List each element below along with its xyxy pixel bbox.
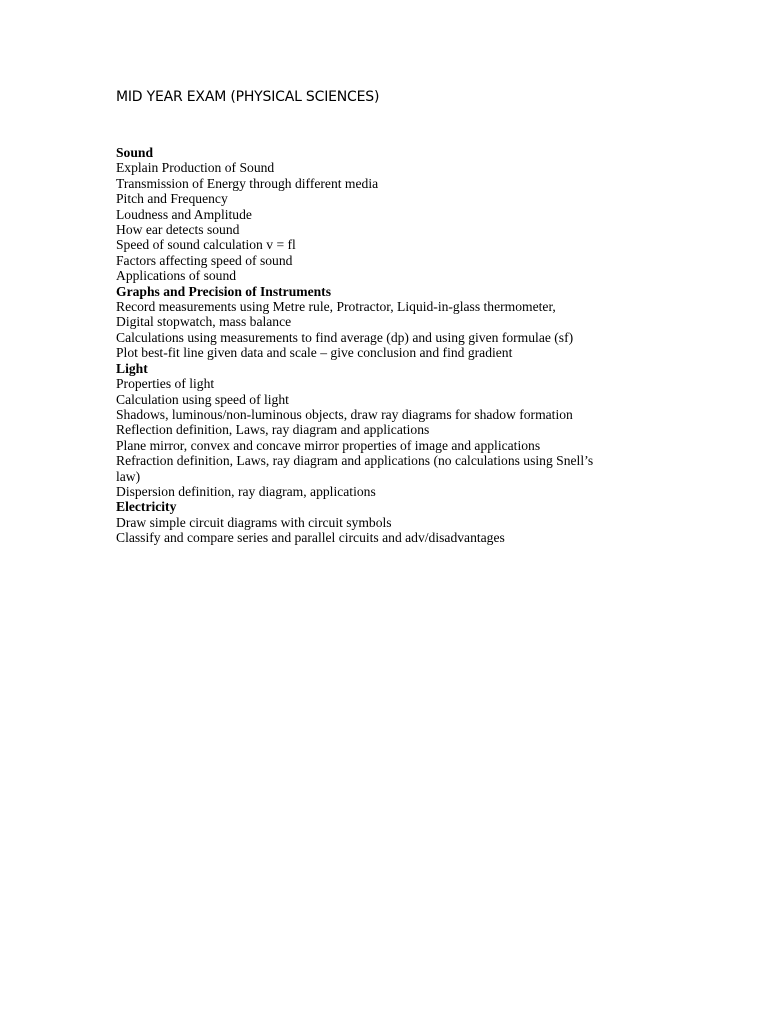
syllabus-content: [116, 145, 596, 546]
list-item: Shadows, luminous/non-luminous objects, draw ray diagrams for shadow formation: [116, 406, 573, 422]
list-item: Refraction definition, Laws, ray diagram and applications (no calculations using Snell’s law): [116, 453, 594, 484]
list-item: Applications of sound: [116, 268, 237, 284]
topic-list: [116, 376, 596, 499]
list-item: Reflection definition, Laws, ray diagram and applications: [116, 422, 430, 438]
list-item: Factors affecting speed of sound: [116, 252, 293, 268]
section-heading: Light: [116, 360, 148, 376]
section-heading: Sound: [116, 145, 154, 160]
topic-list: [116, 299, 596, 361]
section-heading: Graphs and Precision of Instruments: [116, 283, 332, 299]
topic-list: [116, 515, 596, 546]
list-item: Calculations using measurements to find average (dp) and using given formulae (sf): [116, 329, 574, 345]
list-item: Plane mirror, convex and concave mirror properties of image and applications: [116, 437, 541, 453]
section-graphs-and-precision: [116, 284, 596, 361]
list-item: Draw simple circuit diagrams with circuit symbols: [116, 514, 392, 530]
list-item: Speed of sound calculation v = fl: [116, 237, 296, 253]
list-item: How ear detects sound: [116, 222, 240, 238]
list-item: Explain Production of Sound: [116, 160, 275, 176]
section-electricity: [116, 499, 596, 545]
document-title: MID YEAR EXAM (PHYSICAL SCIENCES): [116, 89, 380, 105]
section-light: [116, 361, 596, 500]
list-item: Dispersion definition, ray diagram, applications: [116, 483, 376, 499]
list-item: Transmission of Energy through different media: [116, 175, 379, 191]
list-item: Loudness and Amplitude: [116, 206, 252, 222]
list-item: Classify and compare series and parallel circuits and adv/disadvantages: [116, 530, 505, 546]
list-item: Calculation using speed of light: [116, 391, 289, 407]
list-item: Properties of light: [116, 376, 215, 392]
topic-list: [116, 160, 596, 283]
section-sound: [116, 145, 596, 284]
list-item: Record measurements using Metre rule, Protractor, Liquid-in-glass thermometer, Digital stopwatch, mass balance: [116, 299, 556, 330]
section-heading: Electricity: [116, 499, 177, 515]
list-item: Pitch and Frequency: [116, 191, 228, 207]
list-item: Plot best-fit line given data and scale – give conclusion and find gradient: [116, 345, 513, 361]
